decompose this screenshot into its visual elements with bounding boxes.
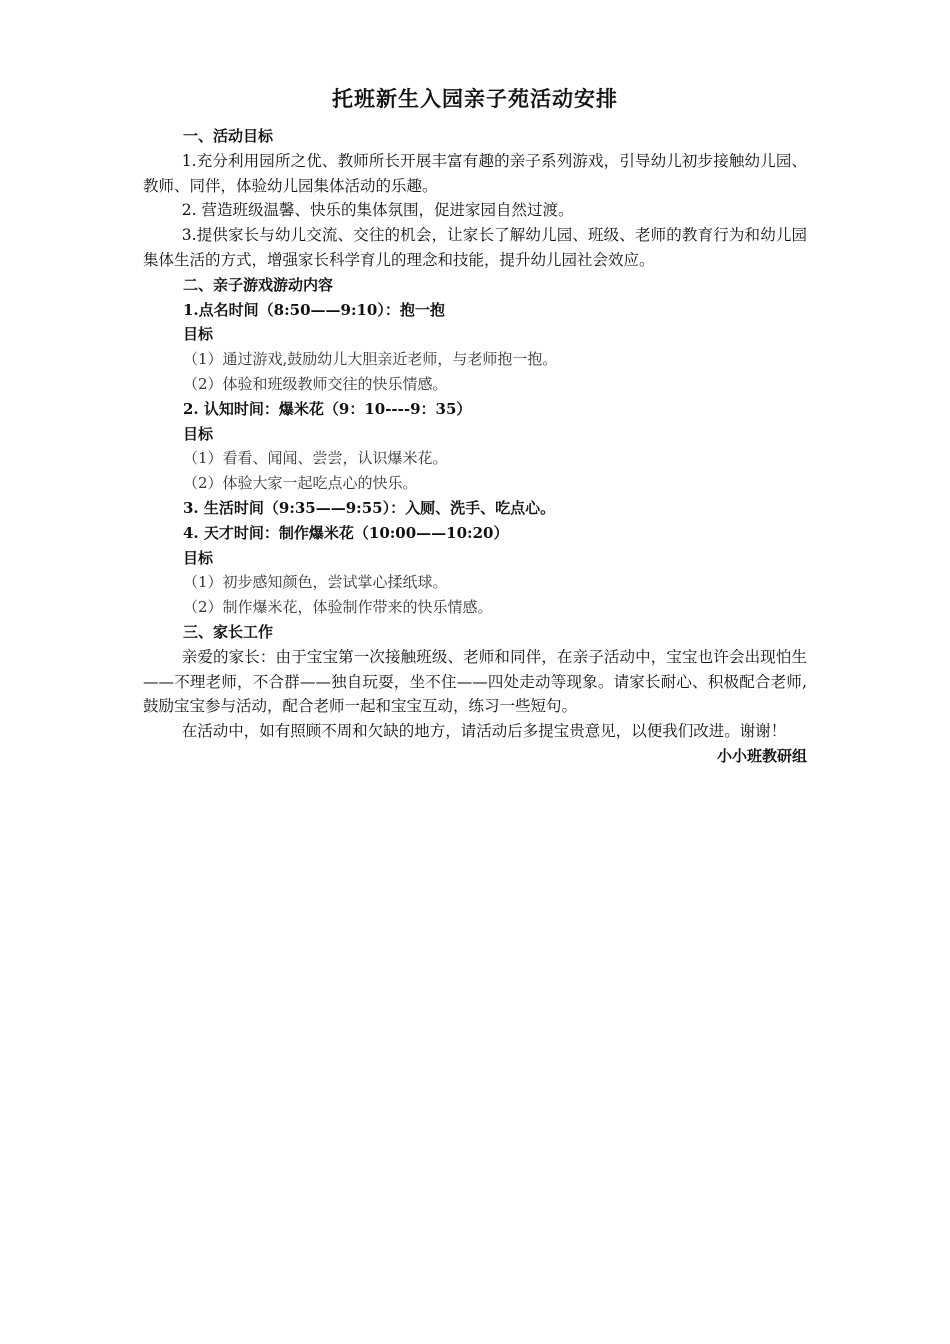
activity-1-goal-2: （2）体验和班级教师交往的快乐情感。 xyxy=(183,374,448,393)
section-heading-goals: 一、活动目标 xyxy=(183,127,274,145)
activity-2-goal-1: （1）看看、闻闻、尝尝，认识爆米花。 xyxy=(183,449,448,468)
goal-paragraph-3: 3.提供家长与幼儿交流、交往的机会，让家长了解幼儿园、班级、老师的教育行为和幼儿园集体生活的方式，增强家长科学育儿的理念和技能，提升幼儿园社会效应。 xyxy=(143,226,807,269)
activity-1-goal-label: 目标 xyxy=(183,325,214,344)
activity-4-goal-1: （1）初步感知颜色，尝试掌心揉纸球。 xyxy=(183,573,448,592)
parents-paragraph-2: 在活动中，如有照顾不周和欠缺的地方，请活动后多提宝贵意见，以便我们改进。谢谢！ xyxy=(181,722,787,741)
activity-4-title: 4. 天才时间：制作爆米花（10:00——10:20） xyxy=(183,523,509,542)
section-heading-parents: 三、家长工作 xyxy=(183,622,274,641)
activity-2-title: 2. 认知时间：爆米花（9：10----9：35） xyxy=(183,399,472,418)
activity-1-title: 1.点名时间（8:50——9:10）：抱一抱 xyxy=(183,300,445,319)
goal-paragraph-1: 1.充分利用园所之优、教师所长开展丰富有趣的亲子系列游戏，引导幼儿初步接触幼儿园、教师、同伴，体验幼儿园集体活动的乐趣。 xyxy=(143,151,807,195)
signature: 小小班教研组 xyxy=(716,746,807,765)
activity-1-goal-1: （1）通过游戏,鼓励幼儿大胆亲近老师，与老师抱一抱。 xyxy=(183,350,558,369)
document-title: 托班新生入园亲子苑活动安排 xyxy=(332,86,618,111)
activity-4-goal-2: （2）制作爆米花，体验制作带来的快乐情感。 xyxy=(183,598,493,617)
parents-paragraph-1: 亲爱的家长：由于宝宝第一次接触班级、老师和同伴，在亲子活动中，宝宝也许会出现怕生——不理老师，不合群——独自玩耍，坐不住——四处走动等现象。请家长耐心、积极配合老师,鼓励宝宝参与活动，配合老师一起和宝宝互动，练习一些短句。 xyxy=(143,647,807,716)
activity-2-goal-2: （2）体验大家一起吃点心的快乐。 xyxy=(183,474,418,493)
activity-2-goal-label: 目标 xyxy=(183,424,214,443)
activity-3-title: 3. 生活时间（9:35——9:55）：入厕、洗手、吃点心。 xyxy=(183,498,556,517)
activity-4-goal-label: 目标 xyxy=(183,548,214,567)
document-page xyxy=(143,84,807,769)
section-heading-activities: 二、亲子游戏游动内容 xyxy=(183,275,334,294)
goal-paragraph-2: 2. 营造班级温馨、快乐的集体氛围，促进家园自然过渡。 xyxy=(181,201,574,220)
